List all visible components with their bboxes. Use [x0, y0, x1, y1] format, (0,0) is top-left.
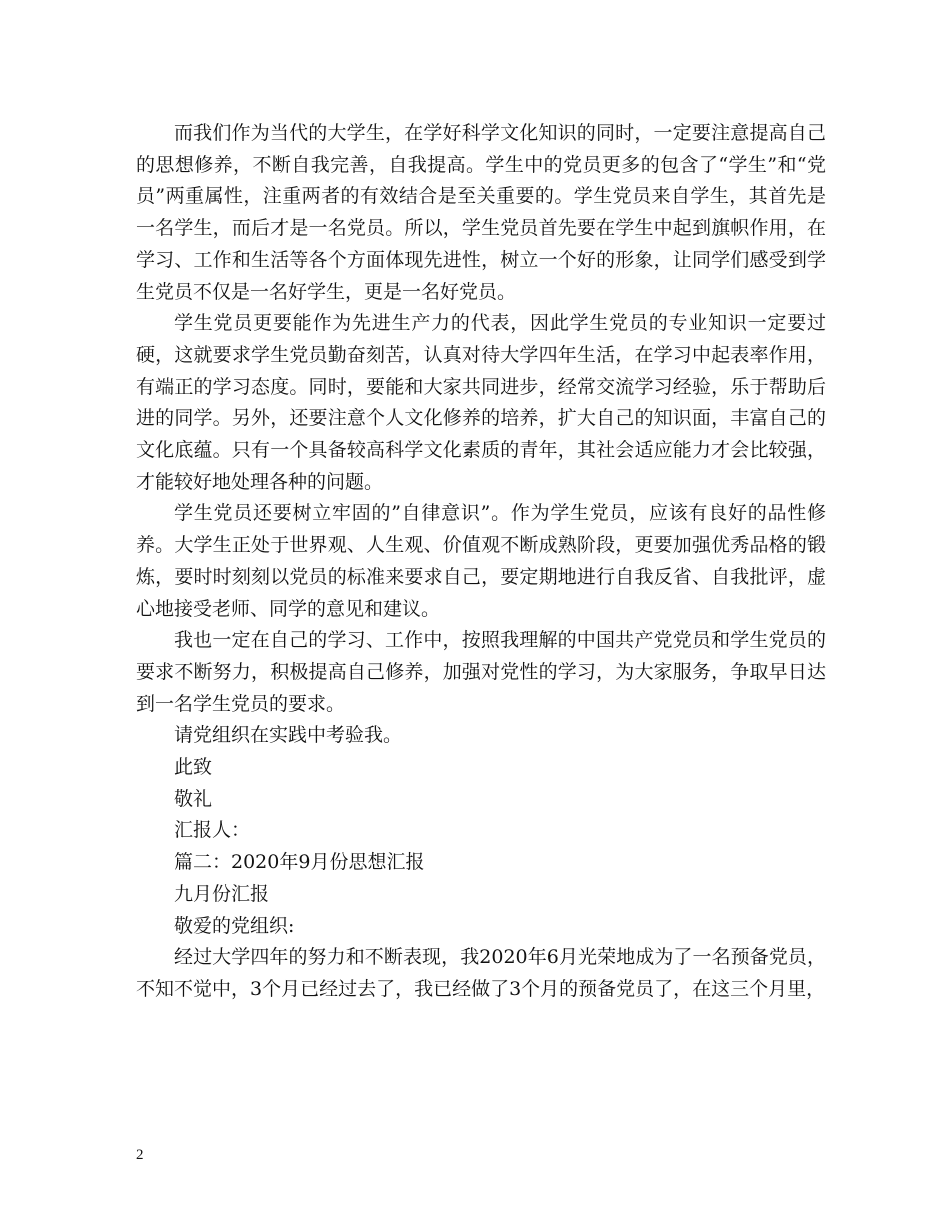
paragraph-2: 学生党员更要能作为先进生产力的代表，因此学生党员的专业知识一定要过硬，这就要求学生党员勤奋刻苦，认真对待大学四年生活，在学习中起表率作用，有端正的学习态度。同时，要能和大家共同进步，经常交流学习经验，乐于帮助后进的同学。另外，还要注意个人文化修养的培养，扩大自己的知识面，丰富自己的文化底蕴。只有一个具备较高科学文化素质的青年，其社会适应能力才会比较强，才能较好地处理各种的问题。 [136, 312, 826, 493]
section-two-subtitle: 九月份汇报 [174, 882, 270, 905]
paragraph-3: 学生党员还要树立牢固的”自律意识”。作为学生党员，应该有良好的品性修养。大学生正处于世界观、人生观、价值观不断成熟阶段，更要加强优秀品格的锻炼，要时时刻刻以党员的标准来要求自己，要定期地进行自我反省、自我批评，虚心地接受老师、同学的意见和建议。 [136, 502, 826, 620]
section-two-paragraph: 经过大学四年的努力和不断表现，我2020年6月光荣地成为了一名预备党员，不知不觉中，3个月已经过去了，我已经做了3个月的预备党员了，在这三个月里， [136, 946, 826, 1000]
page-number: 2 [136, 1147, 144, 1163]
paragraph-4: 我也一定在自己的学习、工作中，按照我理解的中国共产党党员和学生党员的要求不断努力，积极提高自己修养，加强对党性的学习，为大家服务，争取早日达到一名学生党员的要求。 [136, 629, 826, 715]
section-two-heading: 篇二：2020年9月份思想汇报 [174, 851, 425, 874]
reporter-label: 汇报人： [174, 819, 251, 842]
closing-salutation-1: 此致 [174, 756, 213, 779]
section-two-greeting: 敬爱的党组织: [174, 914, 295, 937]
closing-request: 请党组织在实践中考验我。 [174, 724, 403, 747]
document-body [136, 118, 826, 1006]
closing-salutation-2: 敬礼 [174, 787, 213, 810]
paragraph-1: 而我们作为当代的大学生，在学好科学文化知识的同时，一定要注意提高自己的思想修养，不断自我完善，自我提高。学生中的党员更多的包含了“学生”和“党员”两重属性，注重两者的有效结合是至关重要的。学生党员来自学生，其首先是一名学生，而后才是一名党员。所以，学生党员首先要在学生中起到旗帜作用，在学习、工作和生活等各个方面体现先进性，树立一个好的形象，让同学们感受到学生党员不仅是一名好学生，更是一名好党员。 [136, 122, 826, 303]
